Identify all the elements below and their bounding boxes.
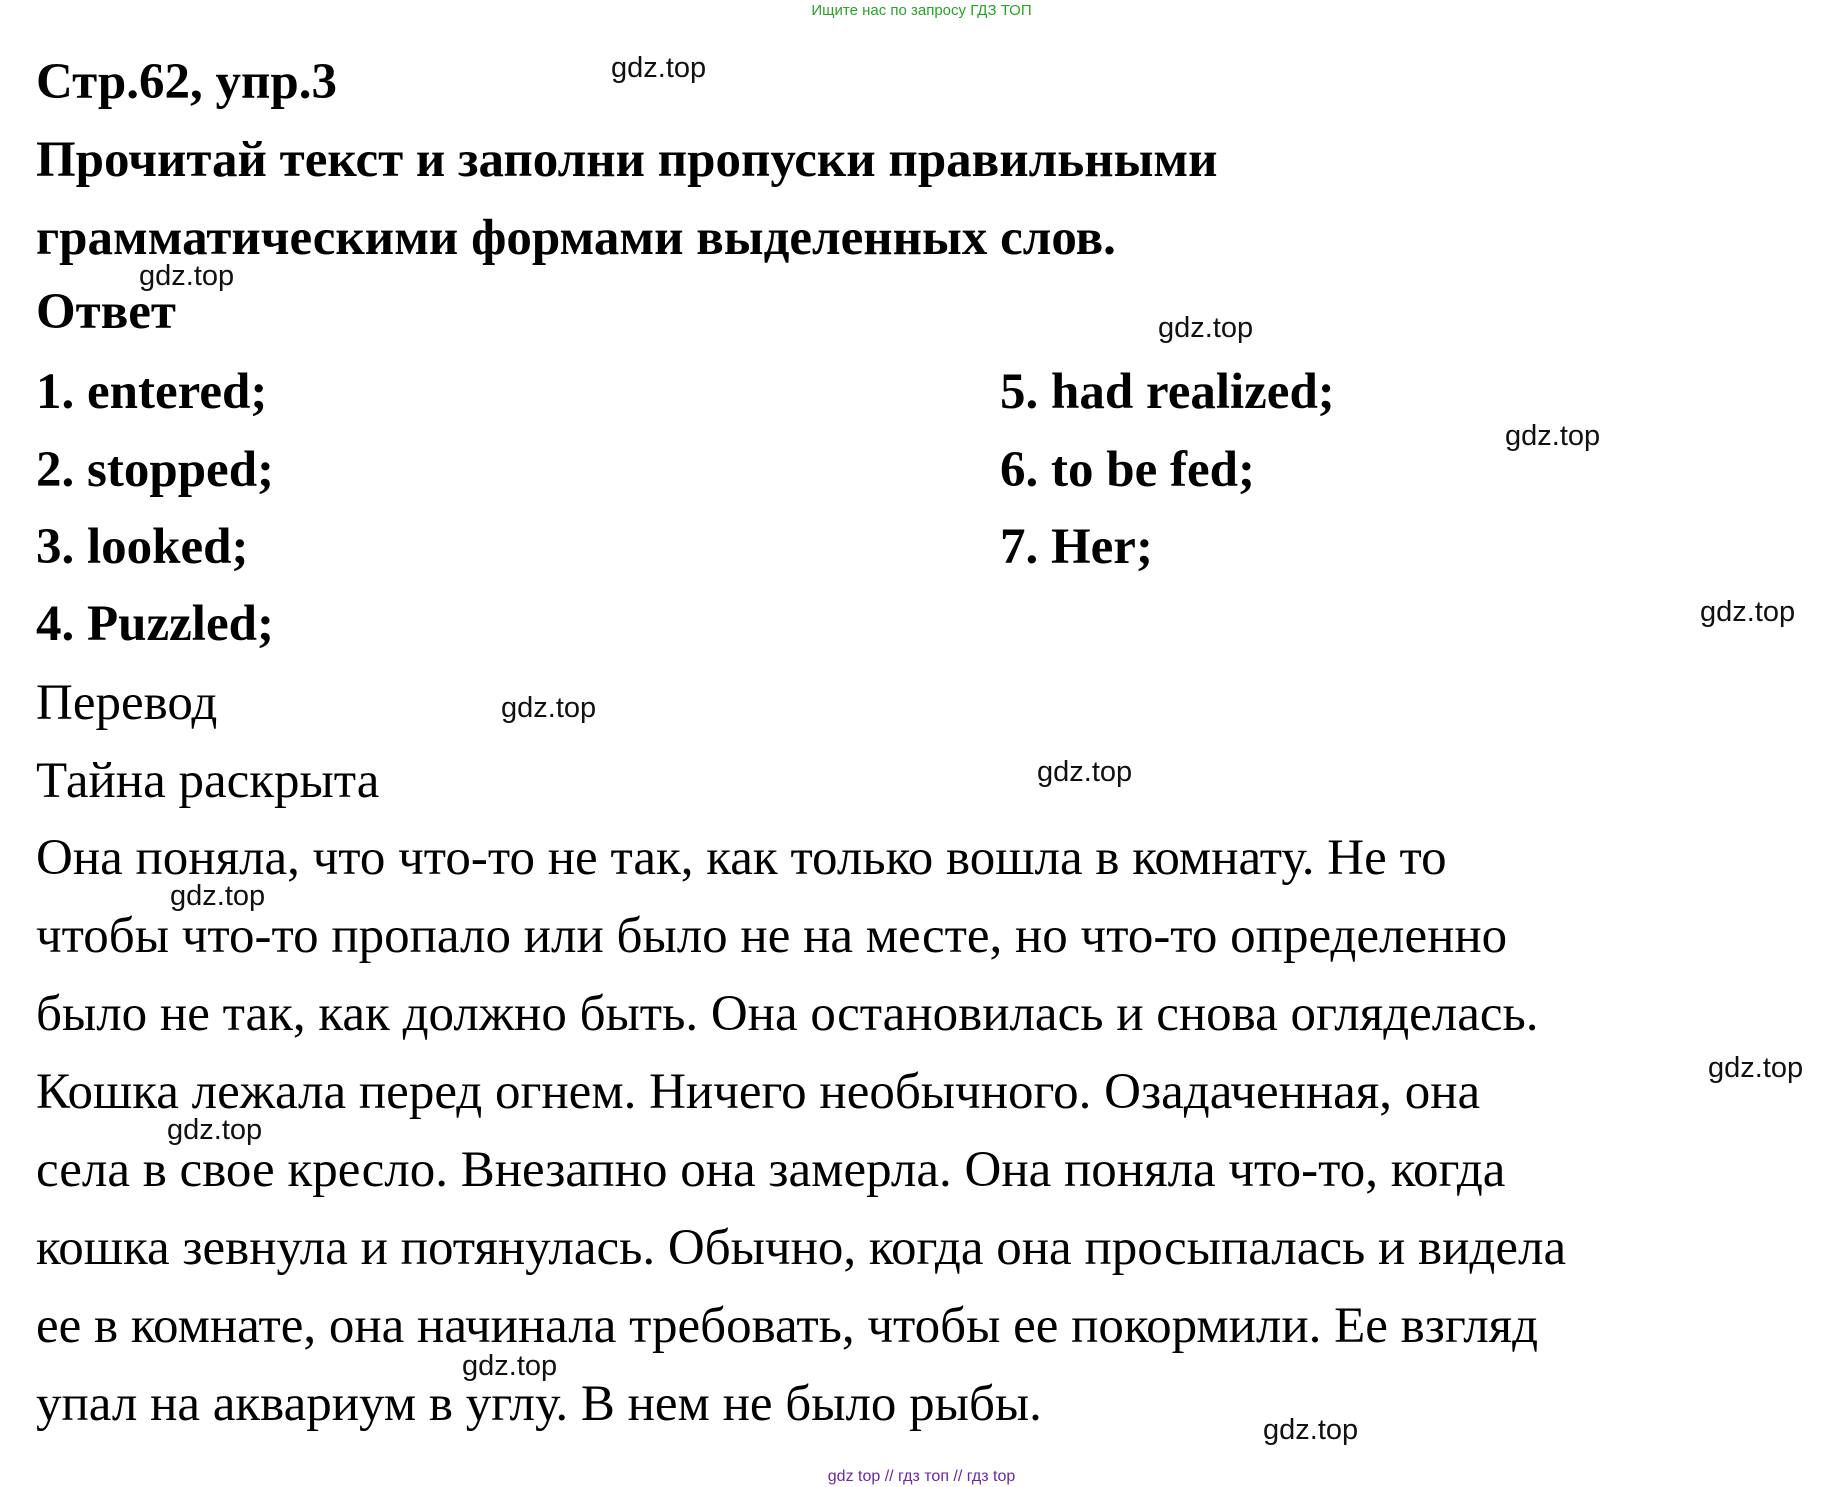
watermark: gdz.top (462, 1350, 558, 1382)
story-line: упал на аквариум в углу. В нем не было рыбы. (36, 1376, 1042, 1432)
watermark: gdz.top (1263, 1414, 1359, 1446)
watermark: gdz.top (1708, 1052, 1804, 1084)
answer-item-6: 6. to be fed; (1000, 442, 1255, 498)
footer-links[interactable]: gdz top // гдз топ // гдз top (827, 1468, 1016, 1485)
answer-item-5: 5. had realized; (1000, 364, 1335, 420)
watermark: gdz.top (1505, 420, 1601, 452)
page-title: Стр.62, упр.3 (36, 54, 337, 110)
watermark: gdz.top (170, 880, 266, 912)
task-instruction-line-2: грамматическими формами выделенных слов. (36, 210, 1116, 266)
story-line: Она поняла, что что-то не так, как только вошла в комнату. Не то (36, 830, 1447, 886)
answer-item-4: 4. Puzzled; (36, 596, 274, 652)
story-line: чтобы что-то пропало или было не на месте, но что-то определенно (36, 908, 1508, 964)
story-line: ее в комнате, она начинала требовать, чтобы ее покормили. Ее взгляд (36, 1298, 1539, 1354)
story-line: было не так, как должно быть. Она остановилась и снова огляделась. (36, 986, 1539, 1042)
watermark: gdz.top (1037, 756, 1133, 788)
answer-item-3: 3. looked; (36, 519, 249, 575)
story-line: кошка зевнула и потянулась. Обычно, когда она просыпалась и видела (36, 1220, 1567, 1276)
answer-item-2: 2. stopped; (36, 442, 275, 498)
answer-item-1: 1. entered; (36, 364, 268, 420)
watermark: gdz.top (139, 260, 235, 292)
watermark: gdz.top (167, 1114, 263, 1146)
translation-heading: Перевод (36, 675, 218, 731)
top-banner[interactable]: Ищите нас по запросу ГДЗ ТОП (811, 2, 1032, 19)
answer-heading: Ответ (36, 284, 176, 340)
watermark: gdz.top (611, 52, 707, 84)
story-title: Тайна раскрыта (36, 753, 380, 809)
story-line: Кошка лежала перед огнем. Ничего необычного. Озадаченная, она (36, 1064, 1481, 1120)
watermark: gdz.top (1700, 596, 1796, 628)
answer-item-7: 7. Her; (1000, 519, 1153, 575)
watermark: gdz.top (501, 692, 597, 724)
story-line: села в свое кресло. Внезапно она замерла. Она поняла что-то, когда (36, 1142, 1506, 1198)
task-instruction-line-1: Прочитай текст и заполни пропуски правильными (36, 132, 1218, 188)
watermark: gdz.top (1158, 312, 1254, 344)
